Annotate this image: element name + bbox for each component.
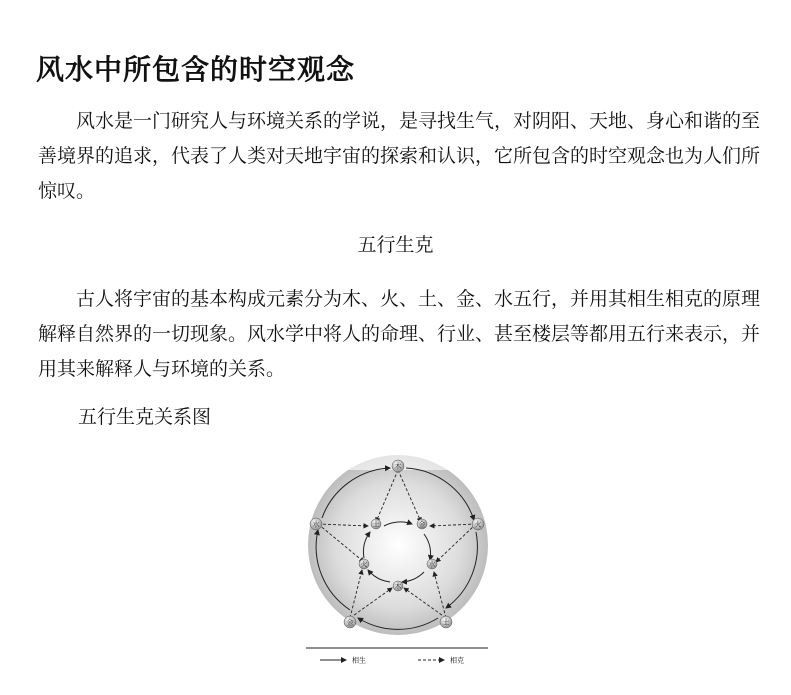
outer-node-bottom-right: [440, 616, 452, 628]
five-elements-diagram: [306, 452, 488, 674]
inner-node-bottom: [393, 581, 403, 591]
intro-paragraph: 风水是一门研究人与环境关系的学说，是寻找生气，对阴阳、天地、身心和谐的至善境界的追求，代表了人类对天地宇宙的探索和认识，它所包含的时空观念也为人们所惊叹。: [38, 110, 761, 202]
outer-node-bottom-left: [344, 616, 356, 628]
outer-node-right: [472, 518, 484, 530]
node-label: 水: [428, 560, 436, 569]
inner-node-mid-right: [427, 559, 437, 569]
legend-generate-label: 相生: [352, 656, 366, 665]
node-label: 火: [360, 560, 368, 569]
node-label: 水: [312, 520, 320, 529]
section-heading: 五行生克: [357, 234, 434, 256]
legend-overcome-label: 相克: [450, 656, 464, 665]
node-label: 木: [394, 462, 402, 471]
inner-node-top: [371, 519, 381, 529]
outer-node-left: [310, 518, 322, 530]
node-label: 土: [372, 520, 380, 529]
node-label: 金: [418, 520, 426, 529]
five-elements-svg: [306, 452, 488, 674]
node-label: 火: [474, 520, 482, 529]
node-label: 土: [442, 618, 450, 627]
inner-node-right: [417, 519, 427, 529]
page-title: 风水中所包含的时空观念: [36, 53, 356, 86]
diagram-background: [308, 455, 488, 635]
legend-overcome: [418, 656, 464, 665]
outer-node-top: [392, 460, 404, 472]
figure-caption: 五行生克关系图: [78, 406, 212, 428]
inner-node-mid-left: [359, 559, 369, 569]
node-label: 木: [394, 582, 402, 591]
legend-generate: [320, 656, 366, 665]
five-elements-paragraph: 古人将宇宙的基本构成元素分为木、火、土、金、水五行，并用其相生相克的原理解释自然界的一切现象。风水学中将人的命理、行业、甚至楼层等都用五行来表示，并用其来解释人与环境的关系。: [38, 288, 761, 380]
node-label: 金: [346, 618, 354, 627]
